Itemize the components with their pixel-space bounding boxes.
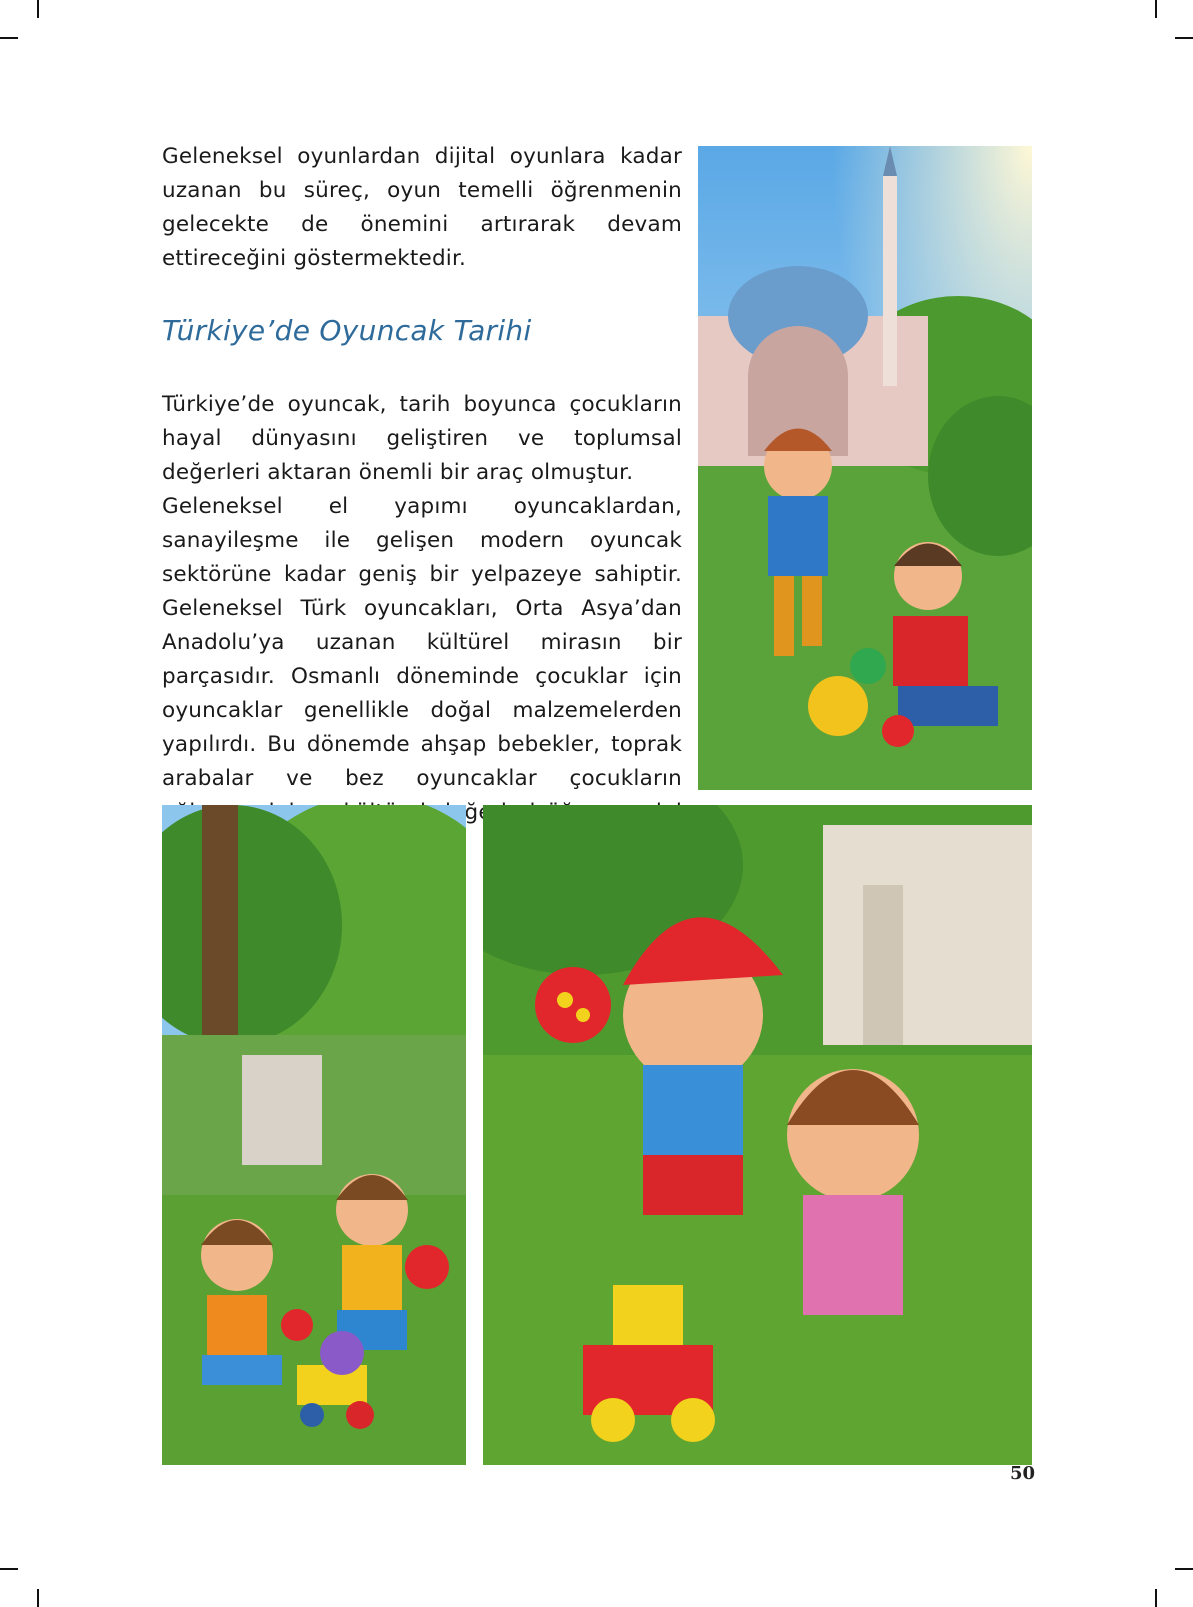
intro-paragraph-block <box>162 140 682 276</box>
intro-paragraph: Geleneksel oyunlardan dijital oyunlara kadar uzanan bu süreç, oyun temelli öğrenmenin gelecekte de önemini artırarak devam ettireceğini göstermektedir. <box>162 144 682 271</box>
crop-mark <box>1155 1589 1157 1607</box>
body-paragraph-2: Geleneksel el yapımı oyuncaklardan, sanayileşme ile gelişen modern oyuncak sektörüne kadar geniş bir yelpazeye sahiptir. Geleneksel Türk oyuncakları, Orta Asya’dan Anadolu’ya uzanan kültürel mirasın bir parçasıdır. Osmanlı döneminde çocuklar için oyuncaklar genellikle doğal malzemelerden yapılırdı. Bu dönemde ahşap bebekler, toprak arabalar ve bez oyuncaklar çocukların <box>162 494 682 791</box>
section-body <box>162 388 682 864</box>
crop-mark <box>0 1568 18 1570</box>
crop-mark <box>0 37 18 39</box>
crop-mark <box>1175 1568 1193 1570</box>
illustration-boy-girl-playing <box>483 805 1032 1465</box>
illustration-park-boys <box>162 805 466 1465</box>
body-paragraph-1: Türkiye’de oyuncak, tarih boyunca çocukların hayal dünyasını geliştiren ve toplumsal değerleri aktaran önemli bir araç olmuştur. <box>162 392 682 485</box>
crop-mark <box>1155 0 1157 18</box>
page-number: 50 <box>1010 1463 1036 1484</box>
section-heading: Türkiye’de Oyuncak Tarihi <box>162 314 532 347</box>
illustration-mosque-children <box>698 146 1032 790</box>
crop-mark <box>1175 37 1193 39</box>
crop-mark <box>37 1589 39 1607</box>
crop-mark <box>37 0 39 18</box>
